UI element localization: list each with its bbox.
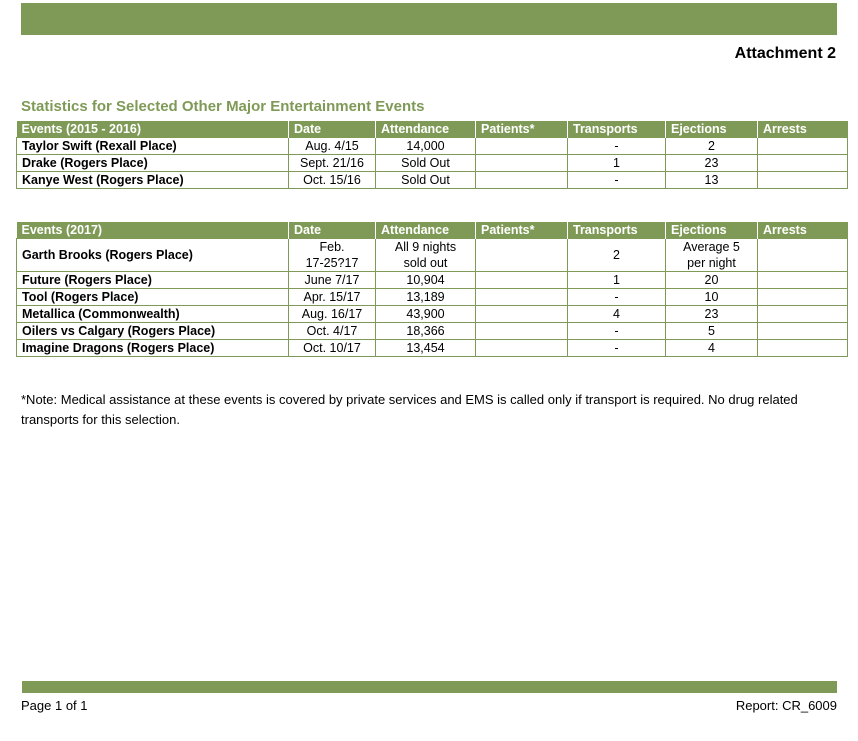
table-row (17, 155, 848, 172)
cell-patients (476, 155, 568, 172)
col-header-date: Date (289, 222, 376, 239)
table-body (17, 138, 848, 189)
page-number: Page 1 of 1 (21, 698, 88, 713)
cell-patients (476, 272, 568, 289)
table-header-row (17, 121, 848, 138)
section-title: Statistics for Selected Other Major Entertainment Events (21, 98, 425, 115)
cell-ejections: 2 (666, 138, 758, 155)
col-header-patients: Patients* (476, 121, 568, 138)
cell-attendance (376, 239, 476, 272)
cell-event: Metallica (Commonwealth) (17, 306, 289, 323)
cell-attendance: 43,900 (376, 306, 476, 323)
cell-transports: 4 (568, 306, 666, 323)
cell-arrests (758, 306, 848, 323)
col-header-arrests: Arrests (758, 222, 848, 239)
report-id: Report: CR_6009 (735, 698, 837, 713)
attachment-label: Attachment 2 (734, 45, 836, 62)
cell-ejections: 4 (666, 340, 758, 357)
cell-patients (476, 138, 568, 155)
cell-attendance: 13,189 (376, 289, 476, 306)
cell-event: Imagine Dragons (Rogers Place) (17, 340, 289, 357)
table-row (17, 340, 848, 357)
cell-arrests (758, 272, 848, 289)
col-header-patients: Patients* (476, 222, 568, 239)
table-header-row (17, 222, 848, 239)
col-header-ejections: Ejections (666, 121, 758, 138)
table-row (17, 239, 848, 272)
cell-arrests (758, 239, 848, 272)
events-2017-table (16, 222, 848, 357)
cell-arrests (758, 340, 848, 357)
cell-transports: 2 (568, 239, 666, 272)
cell-date: Oct. 10/17 (289, 340, 376, 357)
col-header-arrests: Arrests (758, 121, 848, 138)
cell-ejections (666, 239, 758, 272)
footnote: *Note: Medical assistance at these events is covered by private services and EMS is called only if transport is required. No drug related transports for this selection. (21, 392, 798, 427)
cell-ejections: 5 (666, 323, 758, 340)
col-header-transports: Transports (568, 222, 666, 239)
cell-arrests (758, 289, 848, 306)
cell-date (289, 239, 376, 272)
col-header-attendance: Attendance (376, 121, 476, 138)
cell-patients (476, 289, 568, 306)
cell-arrests (758, 172, 848, 189)
cell-patients (476, 172, 568, 189)
col-header-events: Events (2017) (17, 222, 289, 239)
cell-ejections: 13 (666, 172, 758, 189)
cell-patients (476, 323, 568, 340)
cell-transports: - (568, 340, 666, 357)
footer-bar (22, 681, 837, 693)
table-row (17, 172, 848, 189)
table-body (17, 239, 848, 357)
cell-transports: - (568, 138, 666, 155)
cell-ejections: 23 (666, 155, 758, 172)
cell-ejections: 10 (666, 289, 758, 306)
cell-arrests (758, 155, 848, 172)
col-header-transports: Transports (568, 121, 666, 138)
cell-date: Aug. 16/17 (289, 306, 376, 323)
col-header-date: Date (289, 121, 376, 138)
cell-event: Tool (Rogers Place) (17, 289, 289, 306)
table-row (17, 289, 848, 306)
cell-arrests (758, 323, 848, 340)
table-row (17, 272, 848, 289)
cell-date: Oct. 4/17 (289, 323, 376, 340)
cell-arrests (758, 138, 848, 155)
header-bar (21, 3, 837, 35)
events-2015-2016-table (16, 121, 848, 189)
cell-date: Sept. 21/16 (289, 155, 376, 172)
col-header-attendance: Attendance (376, 222, 476, 239)
cell-transports: 1 (568, 155, 666, 172)
cell-transports: - (568, 172, 666, 189)
cell-transports: - (568, 323, 666, 340)
cell-ejections-line2: per night (687, 256, 736, 270)
cell-patients (476, 340, 568, 357)
cell-event: Oilers vs Calgary (Rogers Place) (17, 323, 289, 340)
col-header-ejections: Ejections (666, 222, 758, 239)
cell-attendance: Sold Out (376, 172, 476, 189)
cell-date: Oct. 15/16 (289, 172, 376, 189)
cell-event: Taylor Swift (Rexall Place) (17, 138, 289, 155)
cell-date: Apr. 15/17 (289, 289, 376, 306)
cell-event: Drake (Rogers Place) (17, 155, 289, 172)
cell-attendance: 13,454 (376, 340, 476, 357)
cell-transports: 1 (568, 272, 666, 289)
cell-patients (476, 239, 568, 272)
table-row (17, 306, 848, 323)
cell-ejections: 20 (666, 272, 758, 289)
cell-attendance: Sold Out (376, 155, 476, 172)
cell-transports: - (568, 289, 666, 306)
cell-event: Garth Brooks (Rogers Place) (17, 239, 289, 272)
cell-ejections-line1: Average 5 (683, 240, 740, 254)
cell-attendance-line2: sold out (403, 256, 448, 270)
cell-date-line1: Feb. (319, 240, 345, 254)
cell-patients (476, 306, 568, 323)
cell-attendance: 10,904 (376, 272, 476, 289)
cell-attendance: 14,000 (376, 138, 476, 155)
col-header-events: Events (2015 - 2016) (17, 121, 289, 138)
cell-ejections: 23 (666, 306, 758, 323)
cell-date-line2: 17-25?17 (305, 256, 359, 270)
cell-event: Future (Rogers Place) (17, 272, 289, 289)
cell-attendance: 18,366 (376, 323, 476, 340)
cell-event: Kanye West (Rogers Place) (17, 172, 289, 189)
cell-attendance-line1: All 9 nights (394, 240, 457, 254)
cell-date: June 7/17 (289, 272, 376, 289)
table-row (17, 323, 848, 340)
table-row (17, 138, 848, 155)
cell-date: Aug. 4/15 (289, 138, 376, 155)
